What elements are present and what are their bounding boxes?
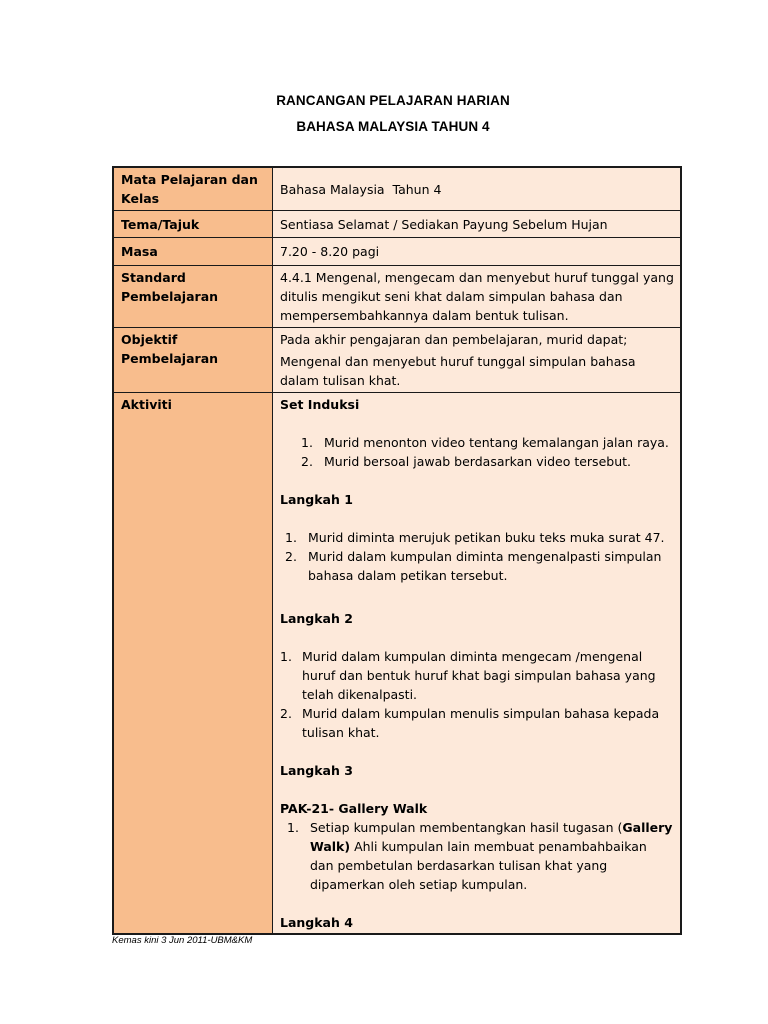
row-subject bbox=[113, 167, 681, 211]
langkah-1-heading: Langkah 1 bbox=[280, 492, 353, 507]
value-activity bbox=[273, 393, 682, 935]
row-activity bbox=[113, 393, 681, 935]
list-item: 1. Murid diminta merujuk petikan buku teks muka surat 47. bbox=[285, 530, 665, 545]
set-induksi-list bbox=[280, 433, 674, 471]
objective-line-1: Pada akhir pengajaran dan pembelajaran, murid dapat; bbox=[280, 332, 628, 347]
langkah-3-heading: Langkah 3 bbox=[280, 763, 353, 778]
row-theme bbox=[113, 211, 681, 238]
langkah-2-heading: Langkah 2 bbox=[280, 611, 353, 626]
list-item: 1. Murid menonton video tentang kemalangan jalan raya. bbox=[301, 435, 669, 450]
value-time: 7.20 - 8.20 pagi bbox=[273, 238, 682, 266]
langkah-2-list bbox=[280, 647, 674, 742]
list-item: 1. Murid dalam kumpulan diminta mengecam /mengenal huruf dan bentuk huruf khat bagi simpulan bahasa yang telah dikenalpasti. bbox=[280, 649, 656, 702]
document-title: RANCANGAN PELAJARAN HARIAN bbox=[276, 93, 510, 108]
row-standard bbox=[113, 266, 681, 328]
label-standard: Standard Pembelajaran bbox=[113, 266, 273, 328]
label-time: Masa bbox=[113, 238, 273, 266]
pak21-heading: PAK-21- Gallery Walk bbox=[280, 801, 428, 816]
list-item: 1. Setiap kumpulan membentangkan hasil tugasan (Gallery Walk) Ahli kumpulan lain membuat penambahbaikan dan pembetulan berdasarkan tulisan khat yang dipamerkan oleh setiap kumpulan. bbox=[287, 820, 673, 892]
value-subject: Bahasa Malaysia Tahun 4 bbox=[273, 167, 682, 211]
document-subtitle: BAHASA MALAYSIA TAHUN 4 bbox=[296, 119, 490, 134]
row-time bbox=[113, 238, 681, 266]
value-standard: 4.4.1 Mengenal, mengecam dan menyebut huruf tunggal yang ditulis mengikut seni khat dalam simpulan bahasa dan mempersembahkannya dalam bentuk tulisan. bbox=[273, 266, 682, 328]
label-objective: Objektif Pembelajaran bbox=[113, 328, 273, 393]
label-activity: Aktiviti bbox=[113, 393, 273, 935]
list-item: 2. Murid dalam kumpulan menulis simpulan bahasa kepada tulisan khat. bbox=[280, 706, 660, 740]
label-theme: Tema/Tajuk bbox=[113, 211, 273, 238]
footer-note: Kemas kini 3 Jun 2011-UBM&KM bbox=[112, 935, 253, 946]
row-objective bbox=[113, 328, 681, 393]
value-theme: Sentiasa Selamat / Sediakan Payung Sebelum Hujan bbox=[273, 211, 682, 238]
langkah-1-list bbox=[280, 528, 674, 585]
label-subject: Mata Pelajaran dan Kelas bbox=[113, 167, 273, 211]
langkah-4-heading: Langkah 4 bbox=[280, 915, 353, 930]
value-objective bbox=[273, 328, 682, 393]
set-induksi-heading: Set Induksi bbox=[280, 397, 360, 412]
lesson-plan-table bbox=[112, 166, 682, 935]
objective-line-2: Mengenal dan menyebut huruf tunggal simpulan bahasa dalam tulisan khat. bbox=[280, 354, 636, 388]
list-item: 2. Murid dalam kumpulan diminta mengenalpasti simpulan bahasa dalam petikan tersebut. bbox=[285, 549, 662, 583]
langkah-3-list bbox=[280, 818, 674, 894]
list-item: 2. Murid bersoal jawab berdasarkan video tersebut. bbox=[301, 454, 631, 469]
